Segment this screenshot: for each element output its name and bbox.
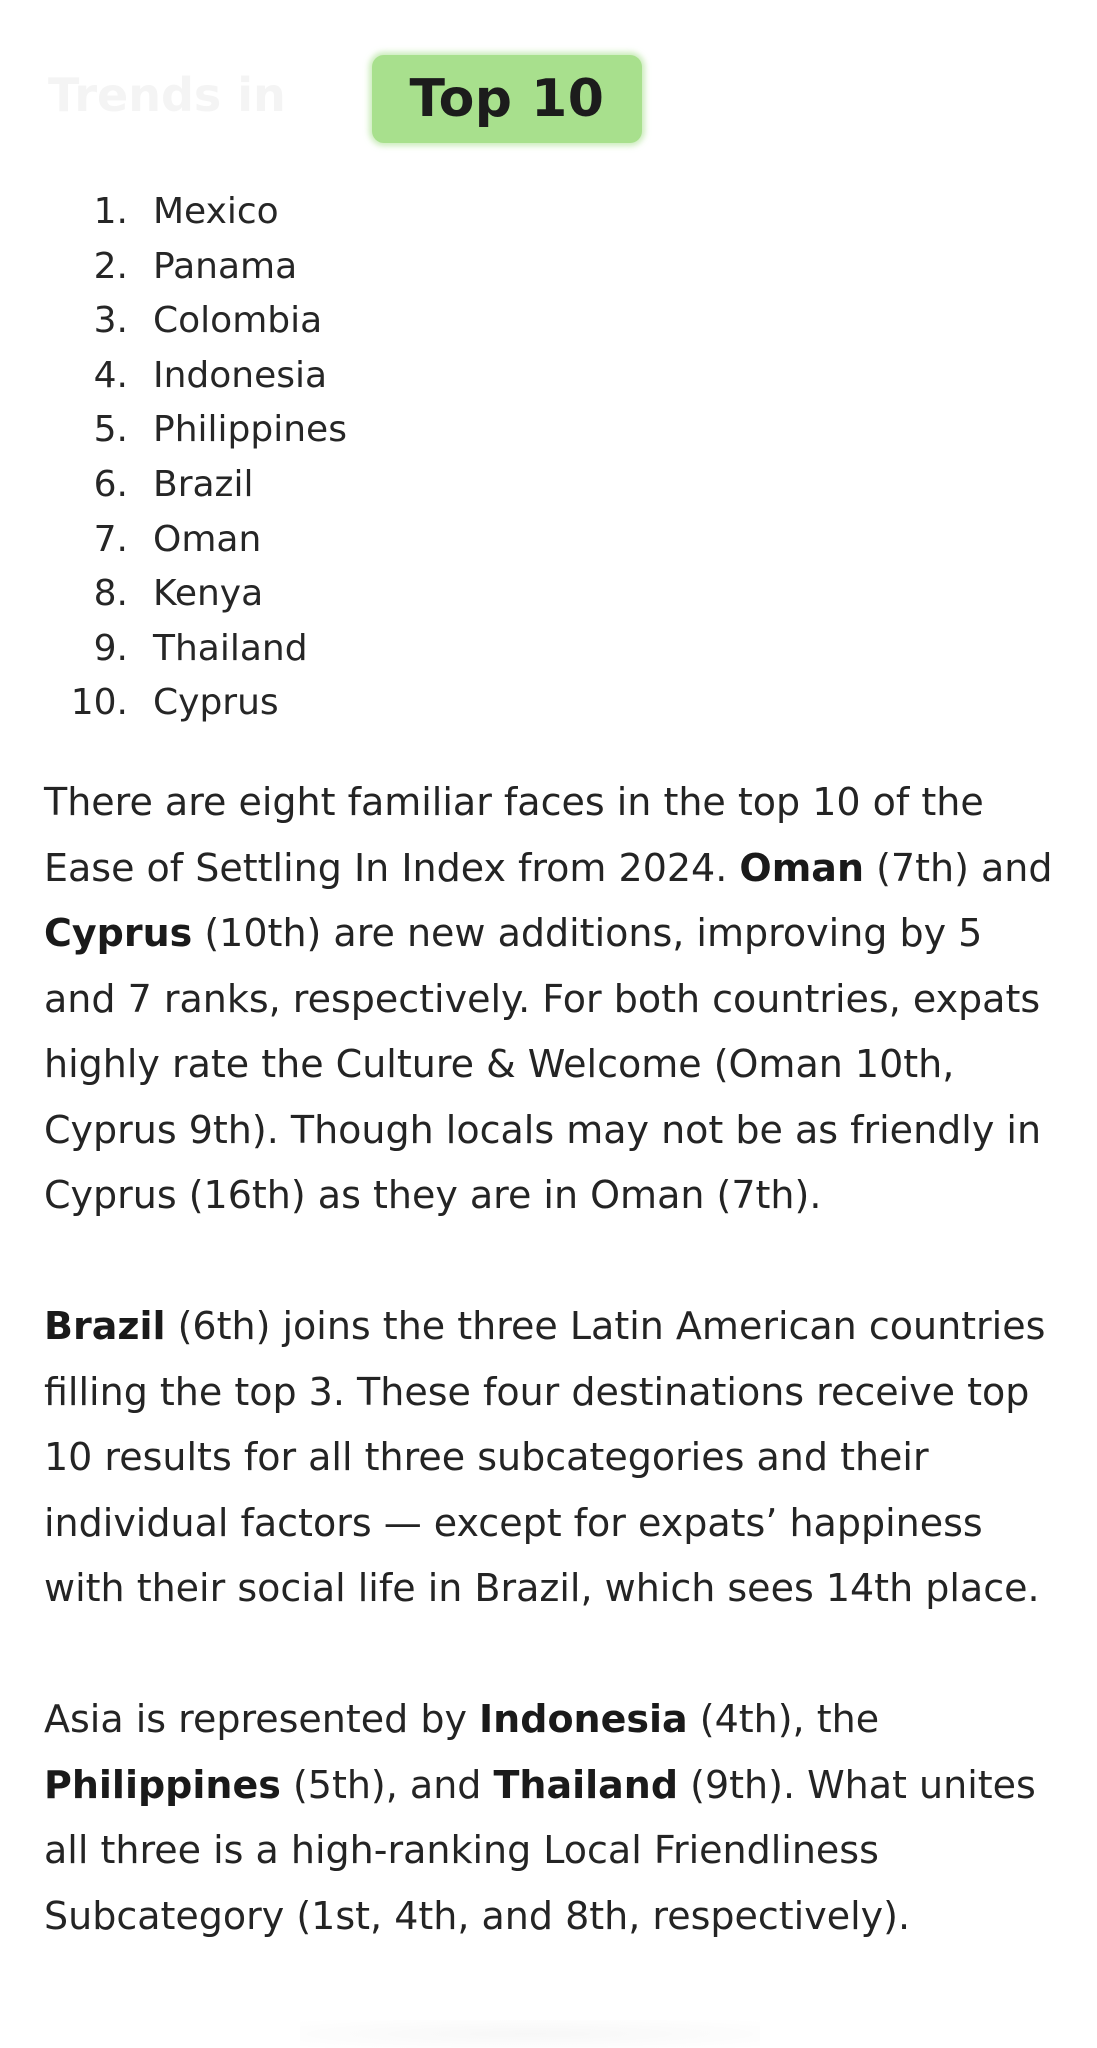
country-name: Thailand <box>153 627 308 669</box>
country-name: Oman <box>153 518 262 560</box>
rank-number: 10. <box>70 682 128 724</box>
paragraph-latin-america <box>44 1294 1064 1622</box>
paragraph-text: (7th) and <box>864 845 1053 890</box>
rank-number: 1. <box>93 191 128 232</box>
country-name: Cyprus <box>153 682 279 724</box>
country-highlight: Brazil <box>44 1304 166 1348</box>
rank-number: 2. <box>93 245 128 287</box>
country-highlight: Indonesia <box>479 1697 688 1741</box>
tab-top-10-label: Top 10 <box>409 69 605 129</box>
paragraph-text: Asia is represented by <box>44 1697 480 1741</box>
country-name: Colombia <box>153 300 323 342</box>
paragraph-text: (9th). What unites all three is a high-ranking Local Friendliness Subcategory (1st, 4th, and 8th, respectively). <box>44 1762 1036 1938</box>
paragraph-text: (4th), the <box>687 1697 880 1741</box>
country-name: Brazil <box>153 463 254 505</box>
country-highlight: Cyprus <box>44 911 193 955</box>
paragraph-text: (5th), and <box>280 1762 494 1807</box>
rank-number: 6. <box>93 463 128 505</box>
country-highlight: Philippines <box>44 1762 281 1807</box>
country-highlight: Thailand <box>493 1762 679 1807</box>
rank-number: 7. <box>93 518 128 560</box>
country-name: Kenya <box>153 573 264 615</box>
country-name: Philippines <box>153 409 347 451</box>
country-highlight: Oman <box>739 845 865 890</box>
paragraph-text: (6th) joins the three Latin American countries filling the top 3. These four destinations receive top 10 results for all three subcategories and their individual factors — except for expats’ happiness with their social life in Brazil, which sees 14th place. <box>44 1304 1046 1610</box>
rank-number: 9. <box>93 627 128 669</box>
rank-number: 8. <box>93 573 128 615</box>
rank-number: 5. <box>93 409 128 451</box>
bottom-shadow <box>300 2020 760 2048</box>
rank-number: 4. <box>93 354 128 396</box>
paragraph-text: There are eight familiar faces in the top 10 of the Ease of Settling In Index from 2024. <box>44 780 984 890</box>
paragraph-text: (10th) are new additions, improving by 5 and 7 ranks, respectively. For both countries, expats highly rate the Culture & Welcome (Oman 10th, Cyprus 9th). Though locals may not be as friendly in Cyprus (16th) as they are in Oman (7th). <box>44 911 1042 1217</box>
country-name: Indonesia <box>153 354 328 396</box>
country-name: Panama <box>153 245 298 287</box>
paragraph-new-additions <box>44 770 1064 1229</box>
paragraph-asia <box>44 1687 1064 1949</box>
article-body <box>44 770 1064 1949</box>
tab-top-10[interactable] <box>372 55 642 143</box>
faded-section-heading: Trends in <box>48 68 286 122</box>
country-name: Mexico <box>153 191 279 232</box>
rank-number: 3. <box>93 300 128 342</box>
